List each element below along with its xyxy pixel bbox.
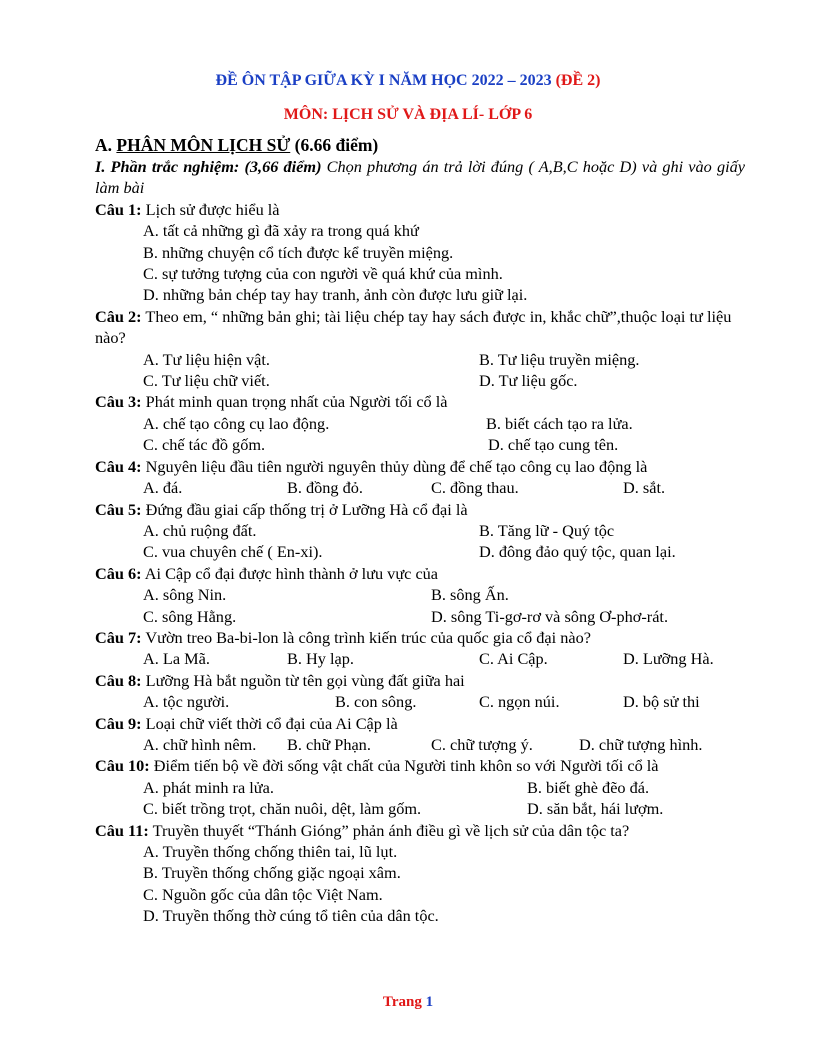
question-text: Điểm tiến bộ về đời sống vật chất của Người tinh khôn so với Người tối cổ là — [149, 756, 659, 776]
answer-option: D. chữ tượng hình. — [579, 734, 703, 754]
answer-option: B. con sông. — [335, 692, 417, 712]
answer-option: A. La Mã. — [143, 649, 210, 669]
answer-option: D. chế tạo cung tên. — [488, 435, 619, 455]
exam-title-main: ĐỀ ÔN TẬP GIỮA KỲ I NĂM HỌC 2022 – 2023 — [215, 72, 552, 89]
answer-option: A. đá. — [143, 478, 183, 498]
answer-option: C. đồng thau. — [431, 478, 519, 498]
answer-option: A. Tư liệu hiện vật. — [143, 349, 270, 369]
answer-option: B. biết cách tạo ra lửa. — [486, 413, 633, 433]
question-text: Ai Cập cổ đại được hình thành ở lưu vực của — [141, 563, 439, 583]
section-name: PHÂN MÔN LỊCH SỬ — [116, 135, 291, 155]
page-label: Trang — [382, 994, 422, 1010]
answer-option: A. tất cả những gì đã xảy ra trong quá khứ — [143, 221, 419, 241]
answer-options — [95, 777, 745, 820]
question — [95, 306, 745, 349]
answer-option: C. Tư liệu chữ viết. — [143, 371, 270, 391]
question-number: Câu 7: — [95, 627, 142, 647]
question-text: Nguyên liệu đầu tiên người nguyên thủy dùng để chế tạo công cụ lao động là — [141, 456, 648, 476]
answer-option: A. phát minh ra lửa. — [143, 777, 274, 797]
instruction-text: Chọn phương án trả lời đúng ( A,B,C hoặc D) và ghi vào giấy làm bài — [95, 157, 745, 198]
answer-option: D. săn bắt, hái lượm. — [527, 799, 664, 819]
answer-option: C. sự tưởng tượng của con người về quá khứ của mình. — [143, 264, 503, 284]
question — [95, 713, 745, 734]
question-text: Đứng đầu giai cấp thống trị ở Lưỡng Hà cổ đại là — [141, 499, 468, 519]
answer-options — [95, 841, 745, 927]
question-number: Câu 3: — [95, 392, 142, 412]
answer-options — [95, 734, 745, 755]
answer-option: D. những bản chép tay hay tranh, ảnh còn được lưu giữ lại. — [143, 285, 528, 305]
answer-option: C. vua chuyên chế ( En-xi). — [143, 542, 323, 562]
answer-option: D. sông Ti-gơ-rơ và sông Ơ-phơ-rát. — [431, 606, 669, 626]
answer-option: D. Lưỡng Hà. — [623, 649, 714, 669]
question-text: Theo em, “ những bản ghi; tài liệu chép tay hay sách được in, khắc chữ”,thuộc loại tư liệu nào? — [95, 306, 732, 348]
question — [95, 755, 745, 776]
answer-options — [95, 220, 745, 306]
answer-options — [95, 691, 745, 712]
answer-option: C. biết trồng trọt, chăn nuôi, dệt, làm gốm. — [143, 799, 422, 819]
answer-option: D. đông đảo quý tộc, quan lại. — [479, 542, 676, 562]
answer-option: B. Tư liệu truyền miệng. — [479, 349, 640, 369]
question-number: Câu 8: — [95, 670, 142, 690]
question-number: Câu 6: — [95, 563, 142, 583]
question — [95, 820, 745, 841]
answer-option: D. sắt. — [623, 478, 666, 498]
answer-options — [95, 349, 745, 392]
exam-content — [95, 134, 745, 927]
question-number: Câu 9: — [95, 713, 142, 733]
answer-options — [95, 477, 745, 498]
answer-option: A. chế tạo công cụ lao động. — [143, 413, 330, 433]
question — [95, 670, 745, 691]
answer-options — [95, 648, 745, 669]
answer-option: C. chữ tượng ý. — [431, 734, 533, 754]
answer-option: D. Tư liệu gốc. — [479, 371, 578, 391]
answer-option: B. biết ghè đẽo đá. — [527, 777, 650, 797]
question-number: Câu 1: — [95, 199, 142, 219]
answer-options — [95, 413, 745, 456]
answer-option: A. tộc người. — [143, 692, 230, 712]
answer-option: B. sông Ấn. — [431, 585, 509, 605]
question-text: Phát minh quan trọng nhất của Người tối cổ là — [141, 392, 448, 412]
part-instruction — [95, 156, 745, 199]
question-number: Câu 10: — [95, 756, 150, 776]
section-heading — [95, 134, 745, 156]
answer-option: B. những chuyện cổ tích được kể truyền miệng. — [143, 242, 454, 262]
answer-option: A. chủ ruộng đất. — [143, 520, 257, 540]
question-text: Lưỡng Hà bắt nguồn từ tên gọi vùng đất giữa hai — [141, 670, 465, 690]
answer-option: D. bộ sử thi — [623, 692, 700, 712]
page-footer — [0, 992, 816, 1013]
answer-option: A. sông Nin. — [143, 585, 227, 605]
answer-option: D. Truyền thống thờ cúng tổ tiên của dân tộc. — [143, 906, 439, 926]
answer-option: C. Nguồn gốc của dân tộc Việt Nam. — [143, 884, 383, 904]
answer-option: C. Ai Cập. — [479, 649, 548, 669]
page-number: 1 — [425, 994, 434, 1010]
exam-title — [0, 70, 816, 91]
answer-option: B. đồng đỏ. — [287, 478, 363, 498]
answer-option: B. Tăng lữ - Quý tộc — [479, 520, 615, 540]
answer-option: C. sông Hằng. — [143, 606, 237, 626]
answer-option: C. ngọn núi. — [479, 692, 560, 712]
answer-options — [95, 584, 745, 627]
answer-option: B. Truyền thống chống giặc ngoại xâm. — [143, 863, 401, 883]
section-points: (6.66 điểm) — [290, 135, 379, 155]
answer-option: C. chế tác đồ gốm. — [143, 435, 266, 455]
answer-option: A. chữ hình nêm. — [143, 734, 257, 754]
question-text: Loại chữ viết thời cổ đại của Ai Cập là — [141, 713, 398, 733]
question-number: Câu 5: — [95, 499, 142, 519]
part-label: I. Phần trắc nghiệm: (3,66 điểm) — [95, 157, 322, 176]
question-number: Câu 4: — [95, 456, 142, 476]
question-text: Vườn treo Ba-bi-lon là công trình kiến trúc của quốc gia cổ đại nào? — [141, 627, 591, 647]
question-text: Lịch sử được hiểu là — [141, 199, 280, 219]
exam-title-tag: (ĐỀ 2) — [555, 72, 601, 89]
question — [95, 627, 745, 648]
section-prefix: A. — [95, 135, 117, 155]
question — [95, 391, 745, 412]
question-number: Câu 11: — [95, 820, 149, 840]
question — [95, 563, 745, 584]
exam-subject: MÔN: LỊCH SỬ VÀ ĐỊA LÍ- LỚP 6 — [283, 106, 533, 123]
question — [95, 456, 745, 477]
question-number: Câu 2: — [95, 306, 142, 326]
answer-option: B. chữ Phạn. — [287, 734, 371, 754]
answer-option: A. Truyền thống chống thiên tai, lũ lụt. — [143, 842, 398, 861]
answer-options — [95, 520, 745, 563]
question — [95, 499, 745, 520]
question — [95, 199, 745, 220]
answer-option: B. Hy lạp. — [287, 649, 354, 669]
question-text: Truyền thuyết “Thánh Gióng” phản ánh điều gì về lịch sử của dân tộc ta? — [148, 820, 630, 840]
